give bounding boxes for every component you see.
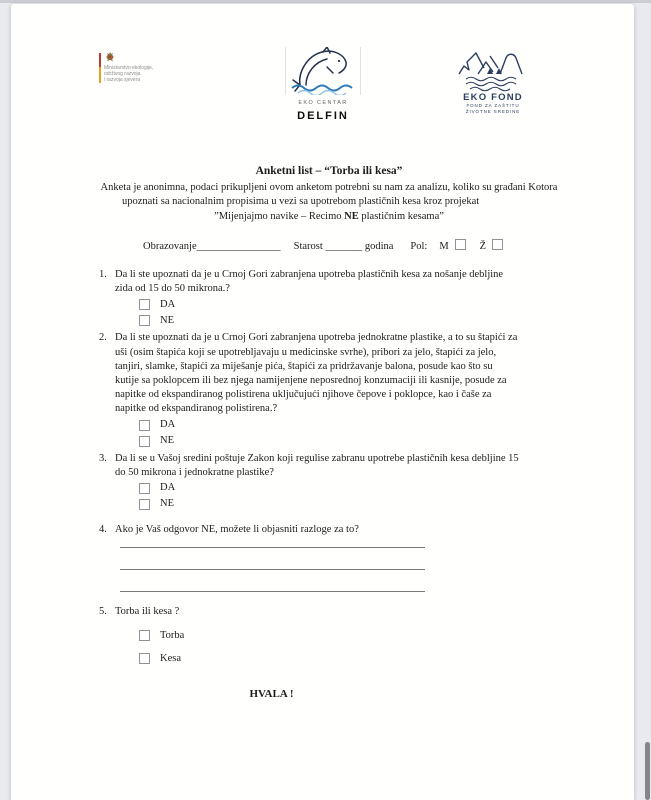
question-number: 4. xyxy=(99,524,107,536)
ministry-text-line: i razvoja sjevera xyxy=(104,77,141,83)
question-text: Ako je Vaš odgovor NE, možete li objasniti razloge za to? xyxy=(115,524,359,536)
gender-f-label: Ž xyxy=(479,240,487,252)
question-1 xyxy=(99,268,559,329)
dolphin-icon xyxy=(285,47,361,95)
option-label: Torba xyxy=(160,629,185,641)
mountains-icon xyxy=(456,46,530,92)
checkbox-q3-ne[interactable] xyxy=(139,499,150,510)
question-number: 2. xyxy=(99,332,107,344)
checkbox-q5-torba[interactable] xyxy=(139,630,150,641)
option-label: Kesa xyxy=(160,652,181,664)
ministry-text-line: Ministarstvo ekologije, xyxy=(104,65,154,71)
question-text: Torba ili kesa ? xyxy=(115,606,180,618)
eko-fond-logo-subtitle: FOND ZA ZAŠTITU xyxy=(466,103,520,108)
checkbox-gender-f[interactable] xyxy=(492,239,503,250)
slogan-emphasis: NE xyxy=(344,210,359,222)
age-label: Starost xyxy=(293,240,323,252)
option-label: NE xyxy=(160,314,174,326)
education-blank-field[interactable]: ________________ xyxy=(196,240,281,252)
ministry-logo xyxy=(99,52,153,83)
flag-stripe-icon xyxy=(99,53,101,83)
ministry-text-line: održivog razvoja xyxy=(104,71,141,77)
question-5 xyxy=(99,605,559,674)
document-page xyxy=(11,4,634,800)
vertical-scrollbar-thumb[interactable] xyxy=(645,742,650,800)
option-label: DA xyxy=(160,482,176,494)
delfin-logo-subtitle: EKO CENTAR xyxy=(298,100,348,106)
answer-write-line-3[interactable] xyxy=(120,570,425,592)
question-text: Da li ste upoznati da je u Crnoj Gori zabranjena upotreba jednokratne plastike, a to su štapići za uši (osim štapića koji se upotrebljavaju u medicinske svrhe), pribori za jelo, štapići za jelo, tanjiri, slamke, štapići za miješanje pića, štapići za pridržavanje balona, posude kao što su kutije sa poklopcem ili bez njega namijenjene neposrednoj konzumaciji ili kasnije, posude za napitke od ekspandiranog polistirena uključujući njihove čepove i poklopce, kao i čaše za napitke od ekspandiranog polistirena.? xyxy=(115,332,518,415)
question-4 xyxy=(99,523,559,592)
question-3 xyxy=(99,452,559,513)
checkbox-q5-kesa[interactable] xyxy=(139,653,150,664)
gender-m-label: M xyxy=(439,240,449,252)
logos-row xyxy=(99,46,559,123)
eko-fond-logo xyxy=(455,46,531,114)
age-blank-field[interactable]: _______ xyxy=(325,240,363,252)
demographics-row xyxy=(143,239,559,254)
option-label: NE xyxy=(160,435,174,447)
question-2 xyxy=(99,331,559,449)
checkbox-gender-m[interactable] xyxy=(455,239,466,250)
delfin-logo-name: DELFIN xyxy=(297,110,349,123)
checkbox-q2-ne[interactable] xyxy=(139,436,150,447)
intro-line-1: Anketa je anonimna, podaci prikupljeni ovom anketom potrebni su nam za analizu, koliko su građani Kotora xyxy=(100,182,558,194)
option-label: DA xyxy=(160,419,176,431)
checkbox-q3-da[interactable] xyxy=(139,483,150,494)
question-number: 3. xyxy=(99,452,107,464)
age-suffix: godina xyxy=(364,240,394,252)
eko-fond-logo-name: EKO FOND xyxy=(463,92,523,103)
question-text: Da li se u Vašoj sredini poštuje Zakon koji regulise zabranu upotrebe plastičnih kesa debljine 15 do 50 mikrona i jednokratne plastike? xyxy=(115,452,519,478)
answer-write-line-2[interactable] xyxy=(120,548,425,570)
answer-write-line-1[interactable] xyxy=(120,537,425,548)
option-label: DA xyxy=(160,298,176,310)
project-slogan: ”Mijenjajmo navike – Recimo NE plastičnim kesama” xyxy=(214,210,444,222)
question-number: 1. xyxy=(99,269,107,281)
checkbox-q1-ne[interactable] xyxy=(139,315,150,326)
checkbox-q2-da[interactable] xyxy=(139,420,150,431)
thank-you-text: HVALA ! xyxy=(249,688,294,701)
question-text: Da li ste upoznati da je u Crnoj Gori zabranjena upotreba plastičnih kesa za nošanje debljine zida od 15 do 50 mikrona.? xyxy=(115,269,504,295)
eko-fond-logo-subtitle: ŽIVOTNE SREDINE xyxy=(465,108,521,114)
document-content xyxy=(99,46,559,702)
eko-centar-delfin-logo xyxy=(285,47,361,122)
ministry-crest-icon xyxy=(105,52,115,63)
education-label: Obrazovanje xyxy=(143,240,197,252)
question-number: 5. xyxy=(99,606,107,618)
gender-label: Pol: xyxy=(410,240,428,252)
survey-title: Anketni list – “Torba ili kesa” xyxy=(255,165,403,177)
option-label: NE xyxy=(160,498,174,510)
viewport-top-edge xyxy=(0,0,651,3)
checkbox-q1-da[interactable] xyxy=(139,299,150,310)
intro-line-2: upoznati sa nacionalnim propisima u vezi sa upotrebom plastičnih kesa kroz projekat xyxy=(122,196,480,208)
